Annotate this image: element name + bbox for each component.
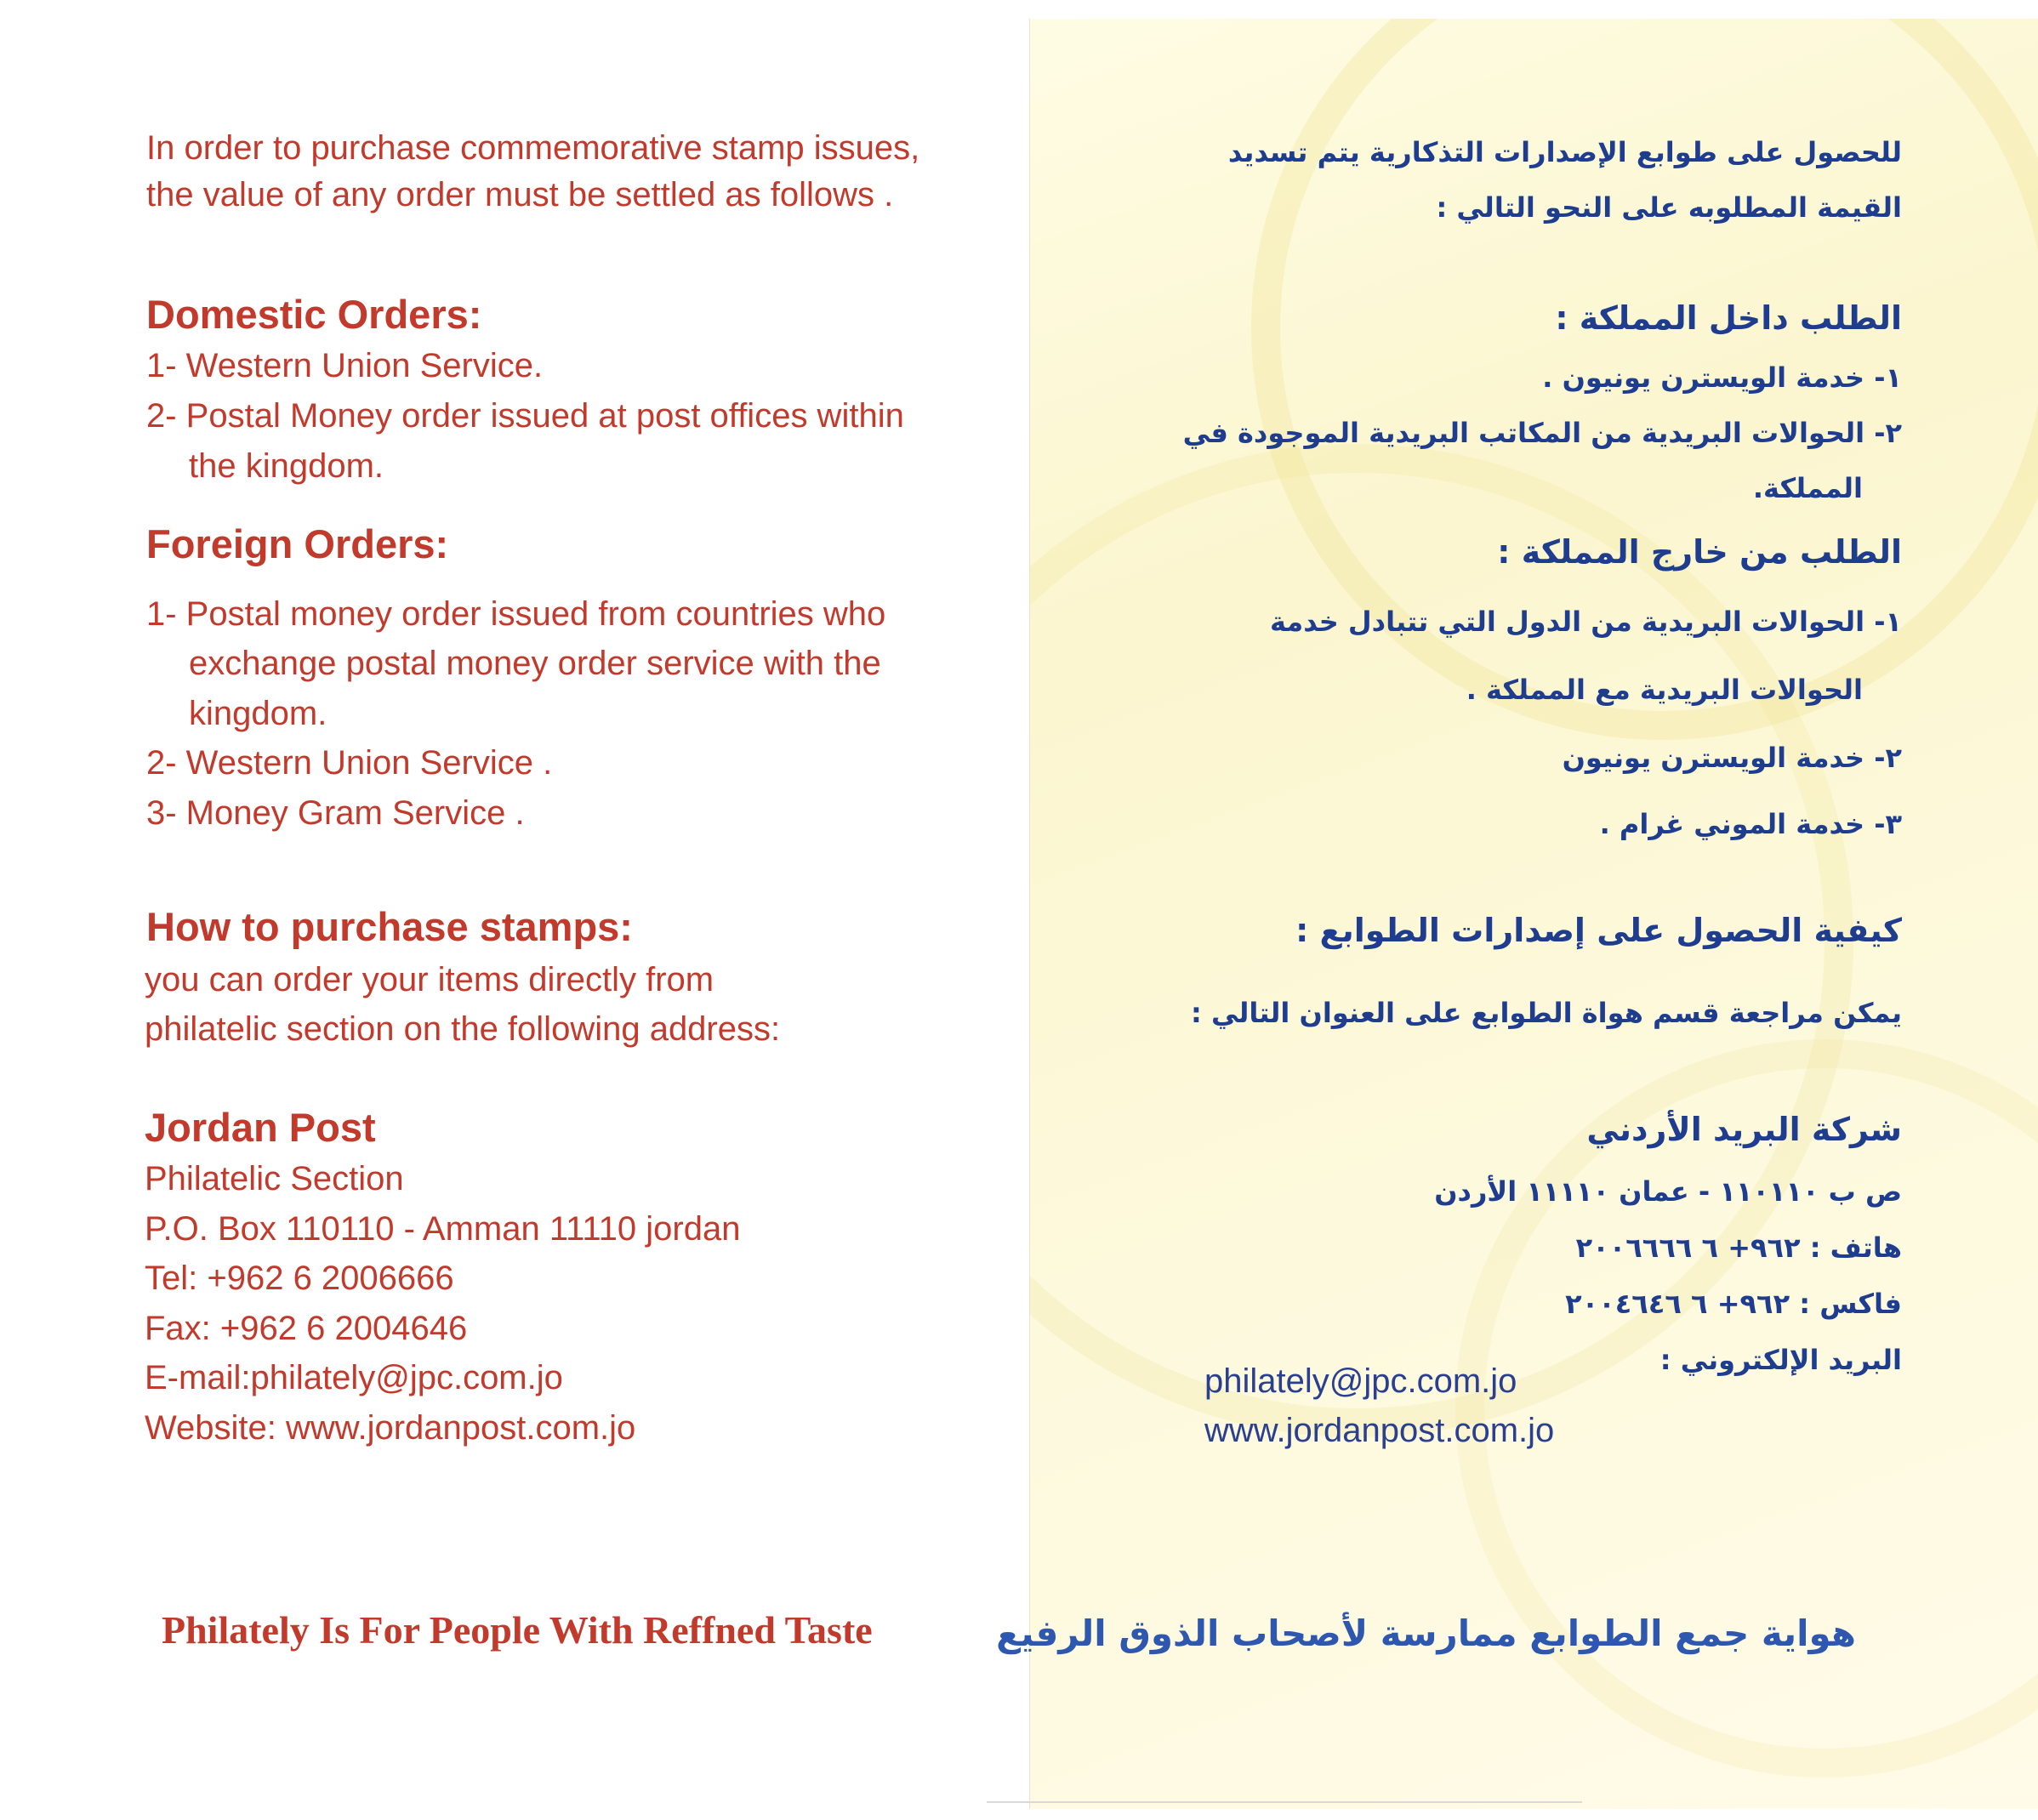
ar-foreign-item-3: ٣- خدمة الموني غرام . (1599, 808, 1902, 840)
domestic-item-2-cont: the kingdom. (189, 447, 384, 485)
ar-foreign-item-1-cont: الحوالات البريدية مع المملكة . (1466, 674, 1863, 706)
foreign-item-2: 2- Western Union Service . (146, 744, 553, 782)
foreign-item-1-cont-b: kingdom. (189, 695, 327, 732)
arabic-tagline: هواية جمع الطوابع ممارسة لأصحاب الذوق الرفيع (996, 1612, 1856, 1654)
ar-intro-line-2: القيمة المطلوبه على النحو التالي : (1436, 191, 1902, 224)
domestic-item-1: 1- Western Union Service. (146, 347, 544, 384)
ar-company-name: شركة البريد الأردني (1586, 1111, 1902, 1148)
ar-domestic-heading: الطلب داخل المملكة : (1555, 299, 1902, 337)
ar-domestic-item-2-cont: المملكة. (1752, 472, 1863, 504)
postal-address: P.O. Box 110110 - Amman 11110 jordan (145, 1210, 741, 1248)
foreign-item-1-cont-a: exchange postal money order service with the (189, 645, 881, 682)
telephone: Tel: +962 6 2006666 (145, 1260, 454, 1297)
fold-crease (987, 1801, 1582, 1803)
how-to-purchase-heading: How to purchase stamps: (146, 904, 633, 949)
ar-foreign-heading: الطلب من خارج المملكة : (1497, 533, 1902, 571)
ar-domestic-item-2: ٢- الحوالات البريدية من المكاتب البريدية الموجودة في (1182, 417, 1902, 449)
email-link[interactable]: E-mail:philately@jpc.com.jo (145, 1359, 563, 1396)
ar-postal-address: ص ب ١١٠١١٠ - عمان ١١١١٠ الأردن (1434, 1175, 1902, 1208)
ar-foreign-item-1: ١- الحوالات البريدية من الدول التي تتبادل خدمة (1270, 606, 1902, 638)
company-name: Jordan Post (145, 1105, 376, 1150)
domestic-item-2: 2- Postal Money order issued at post offices within (146, 397, 904, 435)
ar-intro-line-1: للحصول على طوابع الإصدارات التذكارية يتم تسديد (1227, 136, 1902, 168)
intro-line-1: In order to purchase commemorative stamp issues, (146, 129, 920, 167)
how-line-2: philatelic section on the following address: (145, 1010, 781, 1048)
ar-telephone: هاتف : ٩٦٢+ ٦ ٢٠٠٦٦٦٦ (1575, 1231, 1902, 1264)
ar-website-link[interactable]: www.jordanpost.com.jo (1204, 1412, 1555, 1449)
domestic-orders-heading: Domestic Orders: (146, 292, 482, 337)
intro-line-2: the value of any order must be settled as follows . (146, 176, 894, 213)
ar-email-label: البريد الإلكتروني : (1659, 1344, 1902, 1376)
website-link[interactable]: Website: www.jordanpost.com.jo (145, 1409, 636, 1447)
ar-how-line: يمكن مراجعة قسم هواة الطوابع على العنوان التالي : (1191, 997, 1902, 1029)
ar-email-link[interactable]: philately@jpc.com.jo (1204, 1362, 1517, 1400)
english-tagline: Philately Is For People With Reffned Taste (162, 1608, 873, 1652)
foreign-item-1: 1- Postal money order issued from countries who (146, 595, 886, 633)
foreign-item-3: 3- Money Gram Service . (146, 794, 525, 832)
ar-foreign-item-2: ٢- خدمة الويسترن يونيون (1562, 742, 1902, 774)
ar-domestic-item-1: ١- خدمة الويسترن يونيون . (1542, 361, 1902, 394)
how-line-1: you can order your items directly from (145, 961, 714, 998)
fax: Fax: +962 6 2004646 (145, 1310, 468, 1347)
ar-fax: فاكس : ٩٦٢+ ٦ ٢٠٠٤٦٤٦ (1565, 1288, 1902, 1320)
ar-how-heading: كيفية الحصول على إصدارات الطوابع : (1295, 912, 1902, 949)
foreign-orders-heading: Foreign Orders: (146, 521, 449, 566)
section-name: Philatelic Section (145, 1160, 404, 1197)
